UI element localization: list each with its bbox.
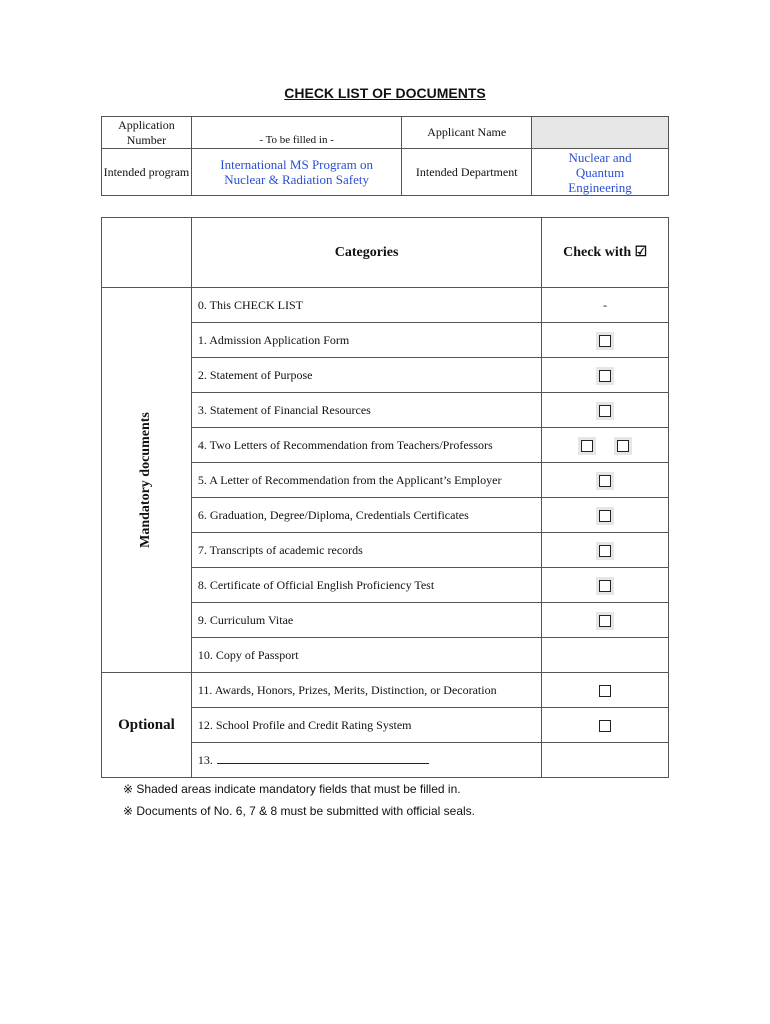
application-number-field: - To be filled in - [191, 117, 402, 149]
check-header-label: Check with [563, 245, 632, 260]
mandatory-label: Mandatory documents [138, 412, 154, 548]
check-header [542, 218, 669, 288]
checklist-item-12: 12. School Profile and Credit Rating System [191, 708, 541, 743]
checkbox-icon[interactable] [599, 405, 611, 417]
checkbox-icon[interactable] [599, 615, 611, 627]
intended-department-value: Nuclear and Quantum Engineering [532, 149, 669, 196]
checklist-item-13-check [542, 743, 669, 778]
intended-department-label: Intended Department [402, 149, 532, 196]
document-checklist-table [101, 217, 669, 778]
intended-program-label: Intended program [102, 149, 192, 196]
checklist-item-13-label: 13. [197, 752, 213, 767]
checklist-item-8: 8. Certificate of Official English Proficiency Test [191, 568, 541, 603]
checklist-item-0-check: - [542, 288, 669, 323]
checklist-item-11: 11. Awards, Honors, Prizes, Merits, Distinction, or Decoration [191, 673, 541, 708]
checkbox-icon[interactable] [599, 720, 611, 732]
note-shaded-areas: ※ Shaded areas indicate mandatory fields that must be filled in. [123, 782, 461, 796]
checkbox-icon[interactable] [599, 545, 611, 557]
checklist-item-10-check [542, 638, 669, 673]
checklist-item-7: 7. Transcripts of academic records [191, 533, 541, 568]
note-official-seals: ※ Documents of No. 6, 7 & 8 must be submitted with official seals. [123, 804, 475, 818]
checklist-item-1: 1. Admission Application Form [191, 323, 541, 358]
blank-line-field[interactable] [217, 754, 429, 764]
checklist-item-3: 3. Statement of Financial Resources [191, 393, 541, 428]
corner-cell [102, 218, 192, 288]
checkbox-icon[interactable] [599, 335, 611, 347]
checklist-item-10: 10. Copy of Passport [191, 638, 541, 673]
checkbox-icon[interactable] [599, 580, 611, 592]
checkbox-icon[interactable] [599, 370, 611, 382]
checked-box-icon: ☑ [634, 245, 648, 260]
intended-program-value: International MS Program on Nuclear & Radiation Safety [191, 149, 402, 196]
application-number-label: Application Number [102, 117, 192, 149]
checklist-item-13 [191, 743, 541, 778]
checkbox-icon[interactable] [581, 440, 593, 452]
checklist-item-2: 2. Statement of Purpose [191, 358, 541, 393]
checklist-item-4: 4. Two Letters of Recommendation from Teachers/Professors [191, 428, 541, 463]
applicant-name-label: Applicant Name [402, 117, 532, 149]
checkbox-icon[interactable] [617, 440, 629, 452]
categories-header: Categories [191, 218, 541, 288]
applicant-info-table [101, 116, 669, 196]
optional-section-label: Optional [102, 673, 192, 778]
checkbox-icon[interactable] [599, 510, 611, 522]
checklist-item-5: 5. A Letter of Recommendation from the Applicant’s Employer [191, 463, 541, 498]
applicant-name-field[interactable] [532, 117, 669, 149]
checkbox-icon[interactable] [599, 475, 611, 487]
checklist-item-0: 0. This CHECK LIST [191, 288, 541, 323]
checkbox-icon[interactable] [599, 685, 611, 697]
mandatory-section-label [102, 288, 192, 673]
checklist-item-9: 9. Curriculum Vitae [191, 603, 541, 638]
page-title: CHECK LIST OF DOCUMENTS [284, 85, 486, 101]
checklist-item-6: 6. Graduation, Degree/Diploma, Credentials Certificates [191, 498, 541, 533]
